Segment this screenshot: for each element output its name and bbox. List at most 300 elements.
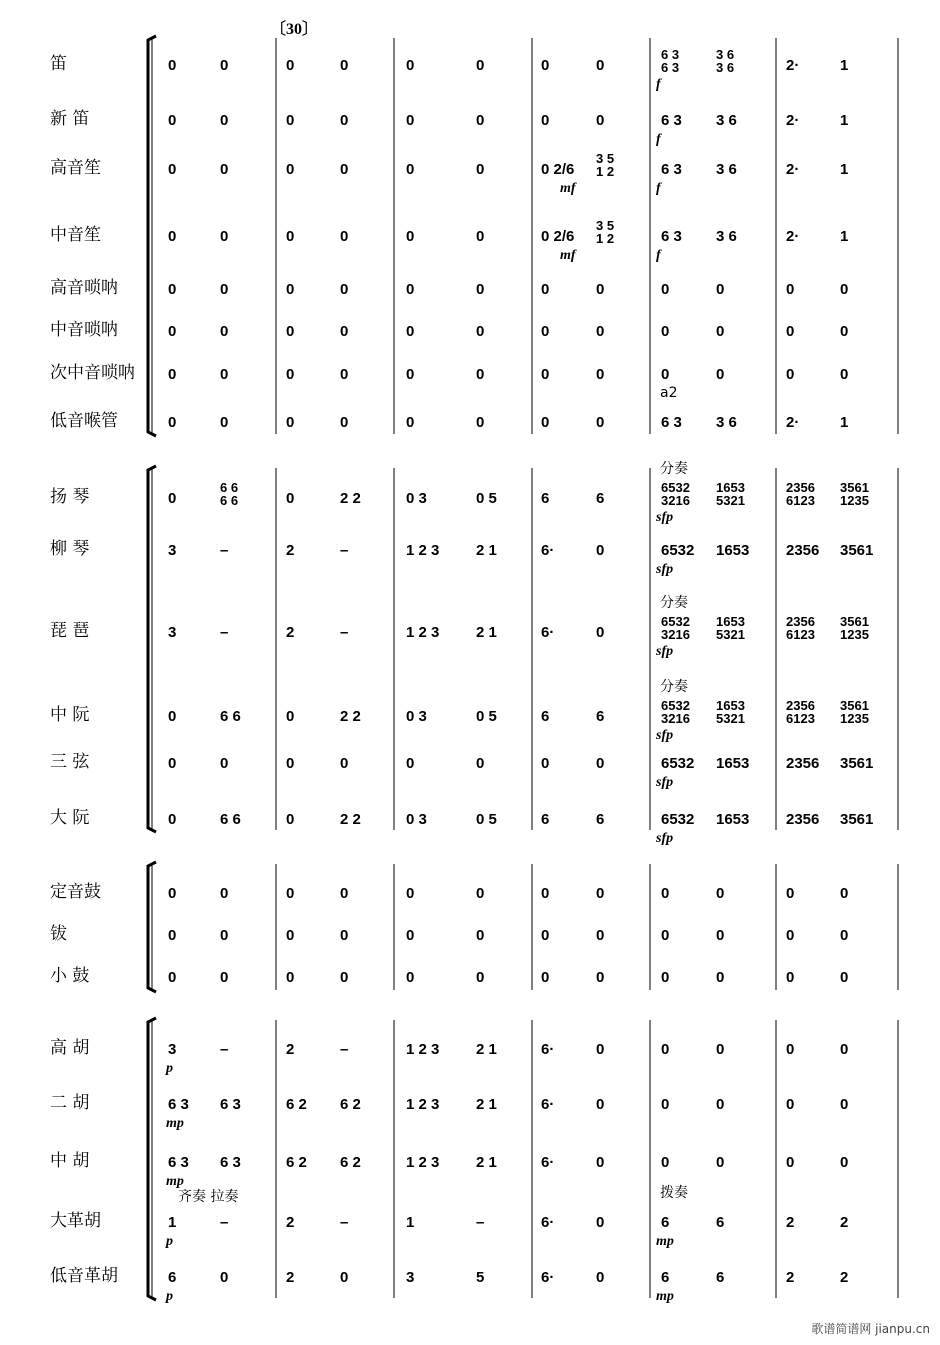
note-text: 0: [596, 323, 605, 340]
instrument-label: 高 胡: [50, 1038, 90, 1058]
note-text: 0: [168, 112, 177, 129]
note-text: 1: [840, 112, 849, 129]
note-cell: [340, 367, 348, 383]
note-cell: [168, 1270, 176, 1286]
note-text: 0: [406, 366, 415, 383]
note-text: 0: [661, 927, 670, 944]
note-text: 1653: [716, 614, 745, 629]
note-cell: [786, 699, 815, 725]
note-cell: [476, 1270, 484, 1286]
note-cell: [340, 625, 348, 641]
note-cell: [220, 481, 238, 507]
note-cell: [661, 229, 682, 245]
note-text: 1: [406, 1214, 415, 1231]
note-text: 0 5: [476, 811, 497, 828]
note-cell: [286, 58, 294, 74]
note-cell: [220, 928, 228, 944]
note-text: 0: [596, 624, 605, 641]
note-cell: [286, 229, 294, 245]
note-cell: [786, 886, 794, 902]
note-cell: [786, 58, 799, 74]
note-text: 3: [168, 542, 177, 559]
note-cell: [286, 367, 294, 383]
note-cell: [661, 162, 682, 178]
note-text: 6 2: [286, 1154, 307, 1171]
note-cell: [596, 1270, 604, 1286]
note-text: 1235: [840, 493, 869, 508]
note-cell: [661, 1042, 669, 1058]
note-cell: [541, 1270, 554, 1286]
note-text: 0: [661, 366, 670, 383]
note-text: 0: [596, 414, 605, 431]
note-cell: [786, 282, 794, 298]
note-cell: [168, 229, 176, 245]
note-cell: [661, 886, 669, 902]
note-text: 3 6: [716, 112, 737, 129]
performance-note: 拨奏: [660, 1185, 688, 1201]
note-text: 2 1: [476, 542, 497, 559]
note-text: 0: [220, 281, 229, 298]
note-text: 6: [596, 811, 605, 828]
note-cell: [596, 324, 604, 340]
note-text: 0: [476, 927, 485, 944]
dynamic-mark: f: [656, 248, 661, 263]
dynamic-mark: f: [656, 77, 661, 92]
note-cell: [716, 415, 737, 431]
dynamic-mark: mp: [166, 1116, 184, 1131]
note-cell: [406, 756, 414, 772]
instrument-label: 大 阮: [50, 808, 90, 828]
note-cell: [168, 415, 176, 431]
note-text: 6 2: [340, 1096, 361, 1113]
note-cell: [476, 58, 484, 74]
note-text: 2: [840, 1214, 849, 1231]
performance-note: 分奏: [660, 679, 688, 695]
note-cell: [840, 756, 873, 772]
note-text: 6 2: [286, 1096, 307, 1113]
note-cell: [406, 324, 414, 340]
note-cell: [476, 415, 484, 431]
note-cell: [786, 543, 819, 559]
note-cell: [840, 1270, 848, 1286]
note-cell: [406, 1097, 439, 1113]
note-text: 0 5: [476, 708, 497, 725]
note-cell: [596, 367, 604, 383]
note-text: 6: [541, 811, 550, 828]
note-text: 0: [406, 281, 415, 298]
note-cell: [340, 162, 348, 178]
note-text: 1653: [716, 542, 750, 559]
note-cell: [286, 812, 294, 828]
note-text: 6532: [661, 811, 695, 828]
note-cell: [661, 367, 669, 383]
note-cell: [476, 491, 497, 507]
instrument-label: 三 弦: [50, 752, 90, 772]
instrument-label: 高音笙: [50, 158, 101, 178]
note-text: 6·: [541, 1154, 555, 1171]
note-text: 0: [661, 1096, 670, 1113]
note-text: 6: [168, 1269, 177, 1286]
note-text: 2 1: [476, 1041, 497, 1058]
note-cell: [541, 625, 554, 641]
note-text: 6·: [541, 1096, 555, 1113]
note-text: 6123: [786, 711, 815, 726]
note-text: 6 6: [220, 493, 239, 508]
note-text: 0: [786, 1096, 795, 1113]
note-text: 0: [716, 1154, 725, 1171]
note-text: 6123: [786, 493, 815, 508]
note-text: 5: [476, 1269, 485, 1286]
note-cell: [168, 886, 176, 902]
note-text: 6·: [541, 624, 555, 641]
dynamic-mark: sfp: [656, 562, 674, 577]
note-cell: [286, 928, 294, 944]
note-text: 0: [340, 1269, 349, 1286]
note-text: 0: [716, 323, 725, 340]
note-cell: [340, 282, 348, 298]
note-cell: [340, 1270, 348, 1286]
note-text: 0: [476, 323, 485, 340]
note-text: 2 2: [340, 708, 361, 725]
performance-note: 分奏: [660, 461, 688, 477]
note-cell: [476, 709, 497, 725]
note-cell: [476, 367, 484, 383]
note-text: 2 1: [476, 624, 497, 641]
note-text: 0: [406, 885, 415, 902]
note-cell: [596, 58, 604, 74]
note-text: 6: [596, 708, 605, 725]
note-cell: [716, 229, 737, 245]
note-text: 0: [340, 112, 349, 129]
note-text: 0: [220, 228, 229, 245]
note-text: 0: [596, 969, 605, 986]
note-cell: [840, 615, 869, 641]
note-cell: [168, 1215, 176, 1231]
note-cell: [220, 229, 228, 245]
note-text: 2 2: [340, 811, 361, 828]
note-cell: [220, 415, 228, 431]
note-text: 0: [168, 927, 177, 944]
note-text: 0: [286, 885, 295, 902]
note-text: 0: [716, 885, 725, 902]
note-text: 3: [168, 624, 177, 641]
note-text: 0: [541, 112, 550, 129]
note-cell: [340, 970, 348, 986]
note-cell: [786, 756, 819, 772]
note-cell: [286, 1042, 294, 1058]
note-cell: [286, 1270, 294, 1286]
dynamic-mark: p: [166, 1289, 173, 1304]
note-text: 0: [168, 366, 177, 383]
note-text: 0: [220, 969, 229, 986]
note-cell: [168, 543, 176, 559]
note-cell: [168, 812, 176, 828]
note-text: 0: [476, 228, 485, 245]
note-text: 0: [286, 969, 295, 986]
note-cell: [406, 113, 414, 129]
note-text: 6 3: [661, 161, 682, 178]
note-cell: [406, 928, 414, 944]
note-cell: [220, 1097, 241, 1113]
note-text: 2356: [786, 811, 820, 828]
note-cell: [596, 1155, 604, 1171]
note-cell: [476, 543, 497, 559]
note-text: 0: [596, 755, 605, 772]
note-text: 0: [168, 755, 177, 772]
dynamic-mark: mp: [166, 1174, 184, 1189]
note-cell: [340, 1155, 361, 1171]
note-cell: [716, 543, 749, 559]
note-cell: [596, 113, 604, 129]
note-text: –: [220, 1041, 229, 1058]
note-text: –: [476, 1214, 485, 1231]
note-text: 0: [340, 228, 349, 245]
note-cell: [840, 543, 873, 559]
note-text: 3561: [840, 480, 869, 495]
note-cell: [840, 481, 869, 507]
note-cell: [596, 219, 614, 245]
note-cell: [840, 415, 848, 431]
note-text: 1: [840, 414, 849, 431]
performance-note: 齐奏 拉奏: [178, 1189, 239, 1205]
note-cell: [661, 615, 690, 641]
note-cell: [716, 812, 749, 828]
note-cell: [541, 415, 549, 431]
note-cell: [286, 113, 294, 129]
note-text: 0: [168, 414, 177, 431]
note-cell: [168, 1042, 176, 1058]
note-text: 6: [716, 1214, 725, 1231]
note-text: 6 3: [661, 47, 680, 62]
note-cell: [786, 1215, 794, 1231]
note-text: 1 2 3: [406, 542, 440, 559]
note-cell: [220, 970, 228, 986]
note-text: 0: [716, 969, 725, 986]
note-cell: [541, 970, 549, 986]
note-cell: [476, 756, 484, 772]
note-text: 0: [406, 755, 415, 772]
note-cell: [286, 543, 294, 559]
note-text: 0: [286, 161, 295, 178]
note-cell: [286, 1097, 307, 1113]
note-text: 1653: [716, 480, 745, 495]
note-text: 0: [716, 1041, 725, 1058]
note-text: 0: [476, 281, 485, 298]
note-cell: [406, 162, 414, 178]
instrument-label: 大革胡: [50, 1211, 101, 1231]
note-text: 6 3: [168, 1154, 189, 1171]
rehearsal-mark: 〔30〕: [270, 21, 319, 38]
note-cell: [168, 162, 176, 178]
note-cell: [596, 709, 604, 725]
note-text: –: [340, 1041, 349, 1058]
note-cell: [220, 812, 241, 828]
note-text: 2: [786, 1214, 795, 1231]
note-text: 0: [220, 323, 229, 340]
note-text: 6 6: [220, 708, 241, 725]
note-text: 0: [596, 366, 605, 383]
note-cell: [716, 481, 745, 507]
note-cell: [406, 543, 439, 559]
note-text: 0: [716, 1096, 725, 1113]
note-cell: [340, 1215, 348, 1231]
note-cell: [596, 152, 614, 178]
note-cell: [340, 229, 348, 245]
note-cell: [220, 282, 228, 298]
note-text: 1: [840, 161, 849, 178]
note-cell: [661, 1155, 669, 1171]
note-cell: [286, 491, 294, 507]
note-text: 0: [661, 1154, 670, 1171]
note-text: 3 6: [716, 161, 737, 178]
instrument-label: 定音鼓: [50, 882, 101, 902]
note-cell: [661, 812, 694, 828]
note-text: 0: [286, 708, 295, 725]
note-text: 0: [786, 885, 795, 902]
note-text: 0: [168, 57, 177, 74]
note-text: 6 6: [220, 480, 239, 495]
note-text: 2: [286, 1214, 295, 1231]
note-cell: [476, 229, 484, 245]
note-text: 2·: [786, 161, 800, 178]
note-cell: [840, 229, 848, 245]
note-cell: [786, 970, 794, 986]
note-cell: [786, 367, 794, 383]
note-text: 3 6: [716, 47, 735, 62]
note-text: 2·: [786, 112, 800, 129]
note-cell: [661, 756, 694, 772]
note-cell: [476, 812, 497, 828]
dynamic-mark: sfp: [656, 510, 674, 525]
note-text: 0: [406, 161, 415, 178]
note-cell: [220, 58, 228, 74]
note-text: 2 1: [476, 1154, 497, 1171]
note-text: 0: [786, 281, 795, 298]
instrument-label: 次中音唢呐: [50, 363, 135, 383]
dynamic-mark: sfp: [656, 775, 674, 790]
note-text: 0: [168, 281, 177, 298]
note-cell: [406, 886, 414, 902]
note-text: 2356: [786, 755, 820, 772]
note-text: 0: [541, 366, 550, 383]
note-text: 6: [716, 1269, 725, 1286]
instrument-label: 新 笛: [50, 109, 90, 129]
note-cell: [840, 812, 873, 828]
note-text: 0: [541, 281, 550, 298]
note-text: 6·: [541, 542, 555, 559]
note-cell: [406, 1042, 439, 1058]
note-text: 3561: [840, 614, 869, 629]
note-text: 0 2/6: [541, 228, 575, 245]
note-cell: [716, 970, 724, 986]
note-cell: [406, 58, 414, 74]
note-text: 2: [786, 1269, 795, 1286]
note-text: 1235: [840, 627, 869, 642]
note-cell: [716, 324, 724, 340]
note-cell: [476, 625, 497, 641]
note-cell: [286, 625, 294, 641]
note-text: 0: [840, 885, 849, 902]
dynamic-mark: mf: [560, 181, 576, 196]
note-text: 6532: [661, 755, 695, 772]
note-text: 6123: [786, 627, 815, 642]
note-text: 0: [406, 228, 415, 245]
note-text: –: [340, 1214, 349, 1231]
note-text: 0: [220, 414, 229, 431]
note-text: 0: [340, 414, 349, 431]
note-text: 0: [168, 490, 177, 507]
note-text: 0: [786, 969, 795, 986]
dynamic-mark: f: [656, 132, 661, 147]
note-cell: [168, 756, 176, 772]
note-cell: [596, 625, 604, 641]
dynamic-mark: f: [656, 181, 661, 196]
note-text: 0: [840, 969, 849, 986]
note-cell: [220, 1155, 241, 1171]
note-text: 6 3: [220, 1154, 241, 1171]
note-text: 3216: [661, 711, 690, 726]
note-cell: [541, 1097, 554, 1113]
note-text: 0: [840, 1096, 849, 1113]
note-cell: [840, 113, 848, 129]
note-text: –: [220, 542, 229, 559]
note-cell: [541, 1155, 554, 1171]
note-text: 0: [220, 885, 229, 902]
note-cell: [786, 481, 815, 507]
note-cell: [661, 699, 690, 725]
note-cell: [340, 1097, 361, 1113]
note-cell: [168, 709, 176, 725]
note-text: 0: [541, 755, 550, 772]
note-text: 6: [661, 1269, 670, 1286]
note-text: 6532: [661, 480, 690, 495]
note-cell: [541, 709, 549, 725]
note-cell: [716, 282, 724, 298]
note-cell: [661, 970, 669, 986]
note-text: 0: [596, 885, 605, 902]
note-text: 6532: [661, 698, 690, 713]
note-cell: [716, 615, 745, 641]
note-cell: [168, 367, 176, 383]
note-cell: [661, 415, 682, 431]
note-cell: [220, 625, 228, 641]
note-text: 0: [840, 281, 849, 298]
note-cell: [661, 1270, 669, 1286]
note-text: 0: [286, 281, 295, 298]
note-text: 3216: [661, 493, 690, 508]
note-text: 0: [476, 414, 485, 431]
note-text: 6: [596, 490, 605, 507]
note-text: 0: [286, 228, 295, 245]
note-text: 1 2: [596, 164, 615, 179]
note-text: 0: [840, 366, 849, 383]
note-cell: [596, 1042, 604, 1058]
performance-note: a2: [660, 385, 678, 401]
note-cell: [476, 1042, 497, 1058]
note-text: 0: [220, 755, 229, 772]
note-text: 0: [340, 161, 349, 178]
note-cell: [716, 928, 724, 944]
note-text: 6: [541, 490, 550, 507]
note-cell: [340, 812, 361, 828]
instrument-label: 低音革胡: [50, 1266, 118, 1286]
note-cell: [168, 282, 176, 298]
note-cell: [168, 1097, 189, 1113]
note-text: 1653: [716, 698, 745, 713]
note-text: 0: [286, 57, 295, 74]
note-cell: [786, 1097, 794, 1113]
note-text: 5321: [716, 493, 745, 508]
